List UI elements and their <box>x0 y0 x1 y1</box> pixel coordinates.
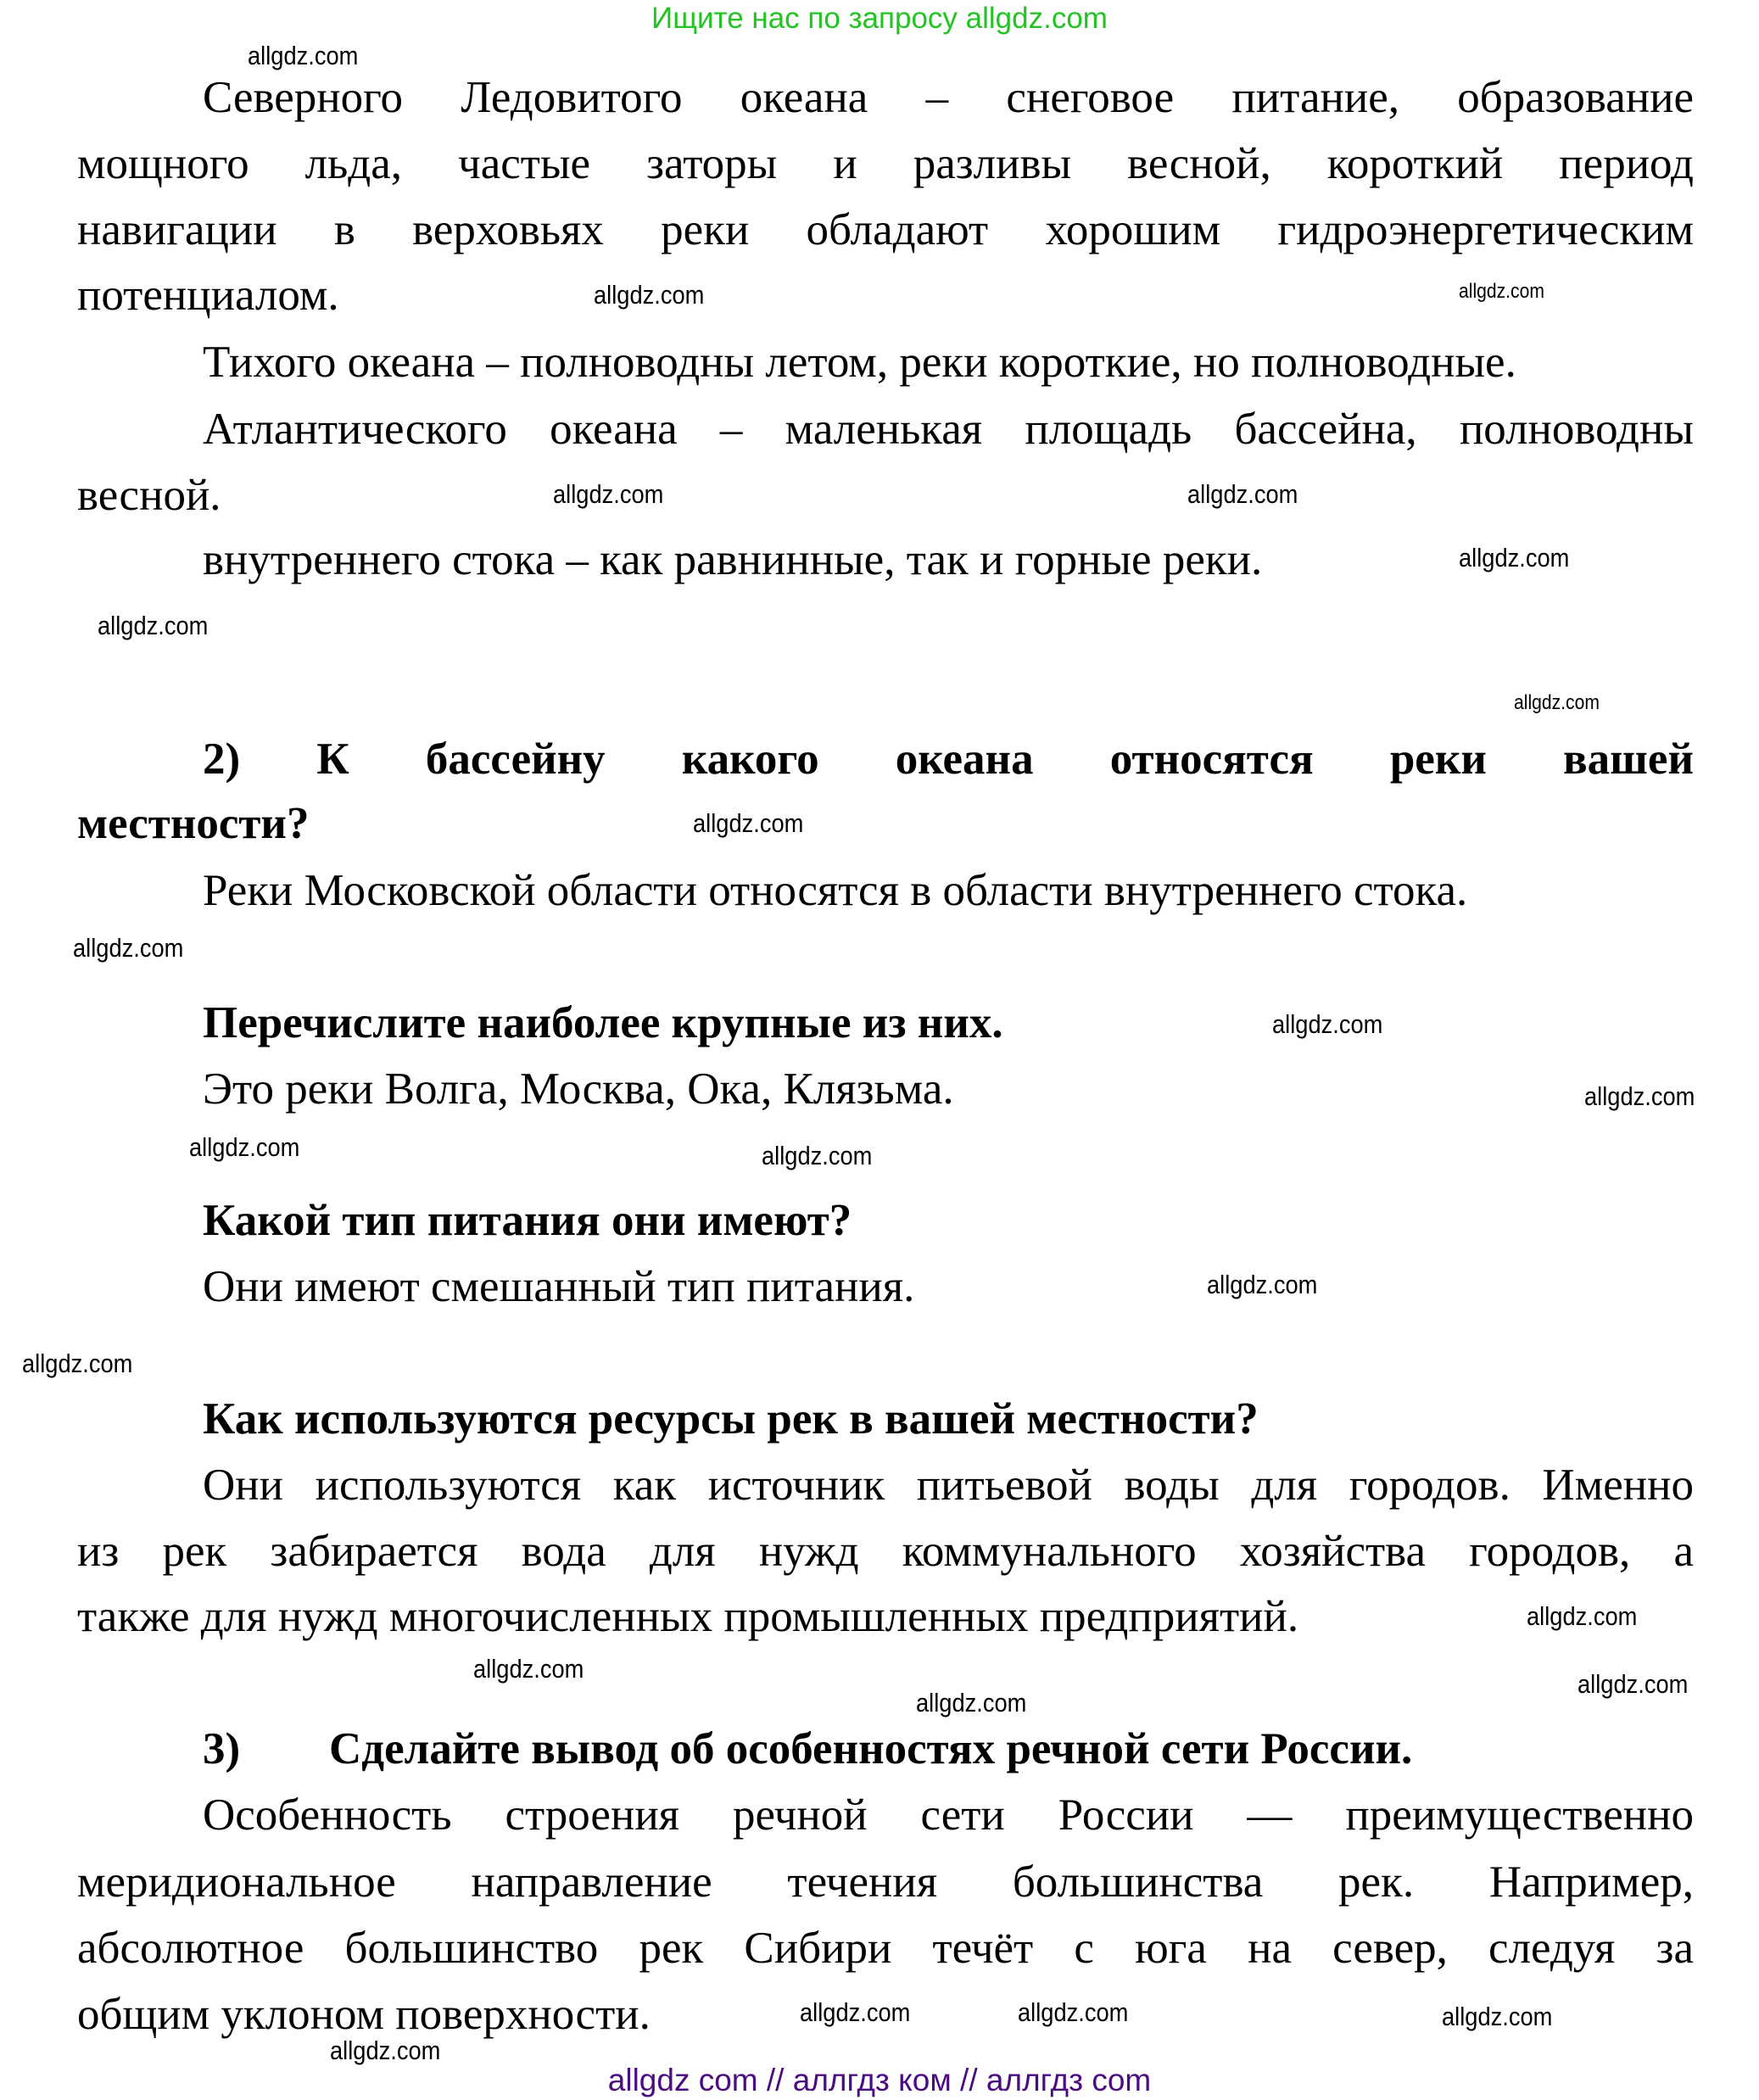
answer-line: меридиональное направление течения большинства рек. Например, <box>77 1857 1694 1907</box>
answer-line: Они используются как источник питьевой воды для городов. Именно <box>203 1461 1694 1510</box>
watermark-text: allgdz.com <box>693 808 804 838</box>
answer-line: Особенность строения речной сети России — преимущественно <box>203 1790 1694 1840</box>
answer-line: Атлантического океана – маленькая площадь бассейна, полноводны <box>203 405 1694 454</box>
answer-line: потенциалом. <box>77 271 339 320</box>
answer-line: Это реки Волга, Москва, Ока, Клязьма. <box>203 1064 954 1114</box>
header-banner[interactable]: Ищите нас по запросу allgdz.com <box>651 2 1108 35</box>
watermark-text: allgdz.com <box>1018 1997 1129 2027</box>
answer-line: из рек забирается вода для нужд коммунального хозяйства городов, а <box>77 1527 1694 1576</box>
answer-line: Они имеют смешанный тип питания. <box>203 1262 915 1311</box>
watermark-text: allgdz.com <box>594 280 705 310</box>
answer-line: общим уклоном поверхности. <box>77 1990 651 2039</box>
question-line: Какой тип питания они имеют? <box>203 1196 852 1245</box>
watermark-text: allgdz.com <box>1578 1669 1689 1699</box>
question-line: Перечислите наиболее крупные из них. <box>203 998 1003 1047</box>
answer-line: мощного льда, частые заторы и разливы весной, короткий период <box>77 139 1694 188</box>
footer-banner[interactable]: allgdz com // аллгдз ком // аллгдз com <box>607 2063 1152 2097</box>
watermark-text: allgdz.com <box>189 1132 300 1162</box>
watermark-text: allgdz.com <box>1459 543 1570 572</box>
watermark-text: allgdz.com <box>1207 1270 1318 1299</box>
answer-line: Реки Московской области относятся в области внутреннего стока. <box>203 866 1468 915</box>
watermark-text: allgdz.com <box>98 611 209 640</box>
question-line: местности? <box>77 799 310 848</box>
answer-line: абсолютное большинство рек Сибири течёт с юга на север, следуя за <box>77 1924 1694 1973</box>
watermark-text: allgdz.com <box>473 1654 584 1684</box>
answer-line: также для нужд многочисленных промышленных предприятий. <box>77 1592 1299 1641</box>
watermark-text: allgdz.com <box>1187 479 1298 509</box>
question-line: Как используются ресурсы рек в вашей местности? <box>203 1394 1259 1444</box>
answer-line: Северного Ледовитого океана – снеговое питание, образование <box>203 73 1694 122</box>
watermark-text: allgdz.com <box>1272 1009 1383 1039</box>
watermark-text: allgdz.com <box>1584 1081 1695 1111</box>
answer-line: Тихого океана – полноводны летом, реки короткие, но полноводные. <box>203 338 1516 387</box>
watermark-text: allgdz.com <box>553 479 664 509</box>
watermark-text: allgdz.com <box>1514 691 1600 714</box>
watermark-text: allgdz.com <box>1459 280 1544 303</box>
watermark-text: allgdz.com <box>330 2036 441 2065</box>
watermark-text: allgdz.com <box>73 933 184 963</box>
question-line: Сделайте вывод об особенностях речной сети России. <box>329 1724 1413 1773</box>
question-line: 3) <box>203 1724 241 1773</box>
watermark-text: allgdz.com <box>248 41 359 70</box>
answer-line: внутреннего стока – как равнинные, так и горные реки. <box>203 535 1263 584</box>
watermark-text: allgdz.com <box>22 1349 133 1378</box>
answer-line: весной. <box>77 471 221 520</box>
watermark-text: allgdz.com <box>1527 1601 1638 1631</box>
watermark-text: allgdz.com <box>1442 2002 1553 2031</box>
answer-line: навигации в верховьях реки обладают хорошим гидроэнергетическим <box>77 205 1694 254</box>
question-line: 2) К бассейну какого океана относятся реки вашей <box>203 734 1694 784</box>
watermark-text: allgdz.com <box>800 1997 911 2027</box>
watermark-text: allgdz.com <box>916 1688 1027 1717</box>
watermark-text: allgdz.com <box>762 1141 873 1170</box>
